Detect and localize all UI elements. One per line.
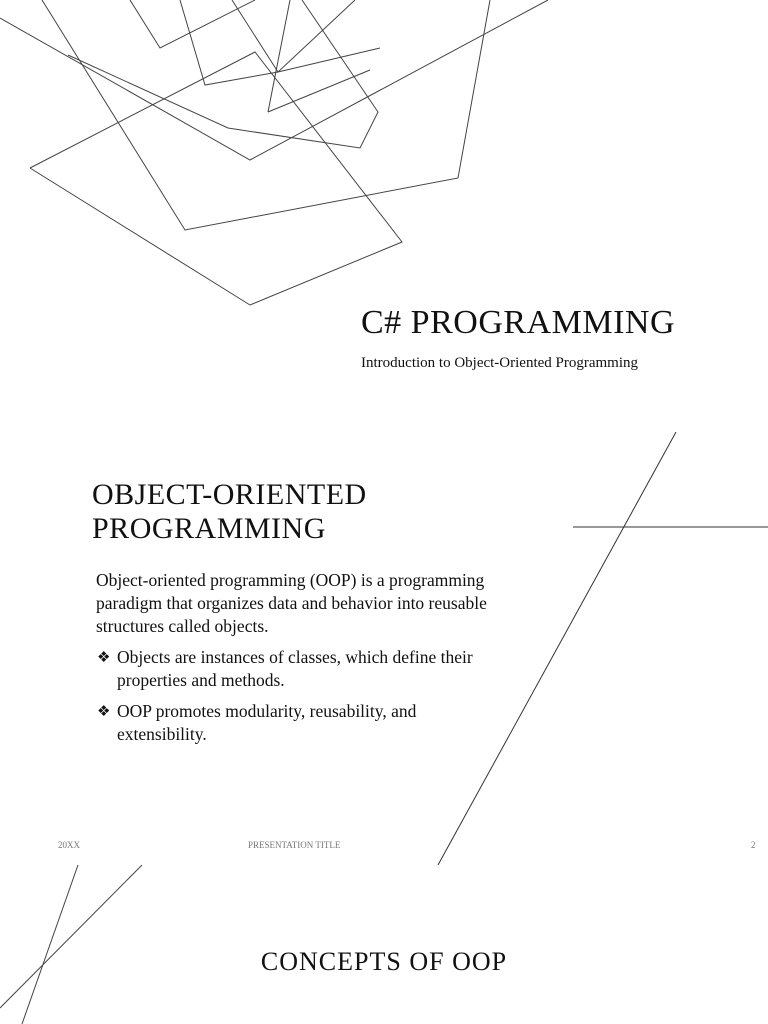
section-slide (0, 865, 768, 1024)
bullet-item (96, 646, 496, 692)
decorative-lines (0, 865, 768, 1024)
slide-title: C# PROGRAMMING (361, 304, 675, 341)
slide-body (96, 569, 496, 754)
deco-line (180, 0, 380, 85)
title-slide (0, 0, 768, 432)
deco-line (42, 0, 490, 230)
footer-date: 20XX (58, 840, 80, 850)
diamond-bullet-icon: ❖ (97, 648, 111, 666)
bullet-text: Objects are instances of classes, which define their properties and methods. (117, 647, 473, 690)
slide-subtitle: Introduction to Object-Oriented Programming (361, 355, 639, 371)
footer-presentation-title: PRESENTATION TITLE (248, 840, 341, 850)
intro-paragraph: Object-oriented programming (OOP) is a programming paradigm that organizes data and behavior into reusable structures called objects. (96, 570, 487, 636)
bullet-item (96, 700, 496, 746)
deco-line (268, 70, 370, 112)
footer-page-number: 2 (751, 840, 756, 850)
diamond-bullet-icon: ❖ (97, 702, 111, 720)
diagonal-line (0, 865, 142, 1008)
bullet-text: OOP promotes modularity, reusability, and extensibility. (117, 701, 417, 744)
deco-line (268, 0, 290, 112)
slide-title: CONCEPTS OF OOP (260, 947, 508, 976)
deco-line (130, 0, 255, 48)
slide-title: OBJECT-ORIENTED PROGRAMMING (92, 478, 367, 545)
diagonal-line (22, 865, 78, 1024)
deco-line (232, 0, 355, 72)
deco-polygon (30, 52, 402, 305)
deco-line (0, 0, 548, 160)
deco-line (68, 0, 378, 148)
content-slide (0, 432, 768, 865)
